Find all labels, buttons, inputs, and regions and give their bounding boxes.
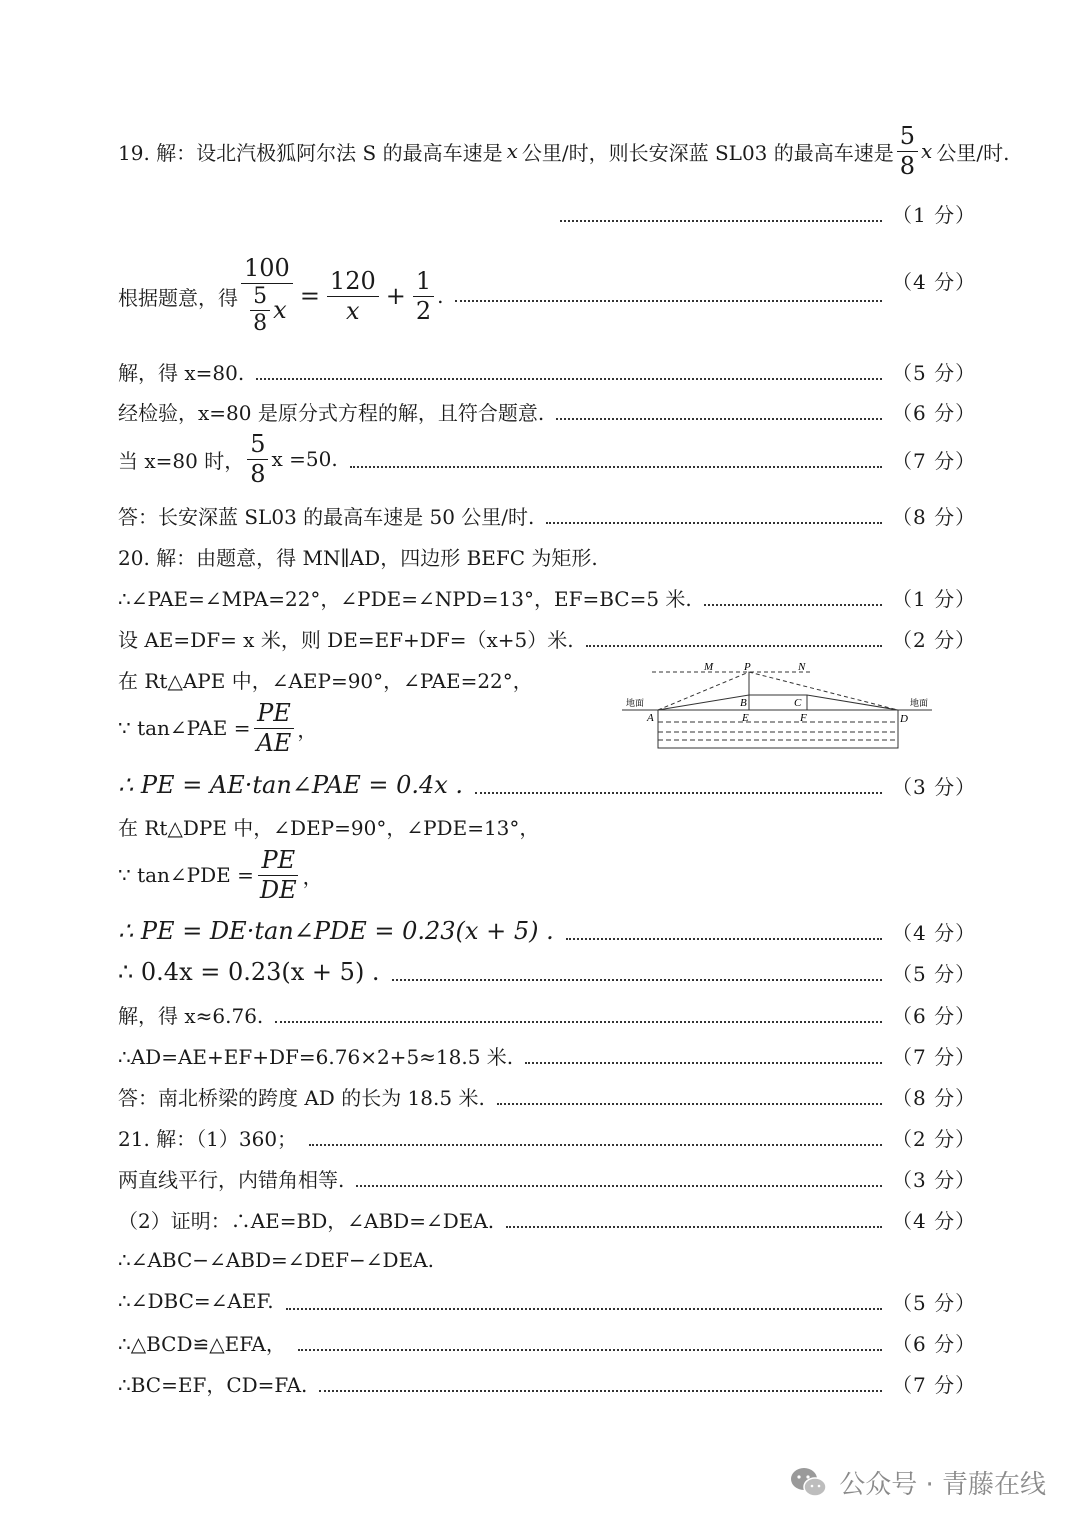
q20-line-1 — [118, 541, 960, 571]
label-e: E — [742, 712, 749, 724]
fraction-denominator: 2 — [415, 296, 432, 325]
q20-line-4 — [118, 664, 618, 694]
dot-leader — [525, 1062, 882, 1064]
substitution-text: 当 x=80 时， — [118, 448, 245, 473]
q20-line-9 — [118, 916, 977, 946]
q21-line-2 — [118, 1163, 977, 1193]
score-label: （5 分） — [892, 360, 977, 385]
dot-leader — [309, 1144, 882, 1146]
score-label: （7 分） — [892, 448, 977, 473]
combined-equation: ∴ 0.4x = 0.23(x + 5) . — [118, 958, 380, 986]
q19-intro-c: 公里/时. — [936, 140, 1010, 165]
dot-leader — [350, 466, 882, 468]
q20-line-3 — [118, 623, 977, 653]
dot-leader — [586, 645, 882, 647]
equals-sign: = — [299, 282, 320, 310]
score-label: （3 分） — [892, 774, 977, 799]
fraction-numerator: 5 — [897, 122, 918, 152]
q20-line-11 — [118, 999, 977, 1029]
pd-line — [749, 672, 898, 710]
dot-leader — [566, 938, 882, 940]
fraction-numerator: 1 — [413, 267, 434, 297]
dot-leader — [704, 604, 882, 606]
q20-line-5 — [118, 698, 618, 758]
q21-line-3 — [118, 1204, 977, 1234]
pe-equation-2: ∴ PE = DE·tan∠PDE = 0.23(x + 5) . — [118, 917, 554, 945]
fraction-100-over — [241, 254, 293, 338]
q21-line-6 — [118, 1327, 977, 1357]
q19-line-5 — [118, 429, 977, 488]
answer-text: 答：长安深蓝 SL03 的最高车速是 50 公里/时. — [118, 504, 535, 529]
dot-leader — [475, 792, 882, 794]
conclusion: ∴BC=EF，CD=FA. — [118, 1372, 308, 1397]
fraction-denominator: x — [346, 296, 360, 325]
score-label: （8 分） — [892, 504, 977, 529]
q20-line-13 — [118, 1081, 977, 1111]
q19-line-3 — [118, 356, 977, 386]
congruence: ∴△BCD≌△EFA， — [118, 1331, 286, 1356]
bridge-deck — [658, 695, 898, 710]
q20-line-12 — [118, 1040, 977, 1070]
proof-start: （2）证明：∴AE=BD，∠ABD=∠DEA. — [118, 1208, 495, 1233]
q19-line-2 — [118, 250, 977, 342]
fraction-numerator: PE — [254, 699, 294, 729]
q20-intro: 20. 解：由题意，得 MN∥AD，四边形 BEFC 为矩形. — [118, 545, 598, 570]
period: . — [437, 284, 444, 308]
score-label: （7 分） — [892, 1372, 977, 1397]
watermark — [789, 1464, 1046, 1501]
q20-line-10 — [118, 957, 977, 987]
dot-leader — [455, 300, 882, 302]
angle-statement: ∴∠PAE=∠MPA=22°，∠PDE=∠NPD=13°，EF=BC=5 米. — [118, 586, 692, 611]
score-label: （1 分） — [892, 202, 977, 227]
score-label: （5 分） — [892, 961, 977, 986]
comma: ， — [297, 717, 318, 742]
dot-leader — [556, 418, 882, 420]
angle-difference: ∴∠ABC−∠ABD=∠DEF−∠DEA. — [118, 1248, 434, 1272]
dot-leader — [560, 220, 882, 222]
label-b: B — [740, 697, 747, 709]
score-label: （2 分） — [892, 1126, 977, 1151]
fraction-denominator: AE — [256, 728, 292, 757]
fraction-denominator: DE — [259, 875, 297, 904]
score-label: （6 分） — [892, 1003, 977, 1028]
score-label: （1 分） — [892, 586, 977, 611]
label-d: D — [900, 713, 908, 725]
dot-leader — [256, 378, 882, 380]
var-x: x — [921, 139, 933, 163]
label-m: M — [704, 661, 714, 673]
bridge-diagram — [622, 660, 932, 752]
label-n: N — [798, 661, 806, 673]
result-text: x =50. — [271, 447, 338, 471]
dot-leader — [497, 1103, 882, 1105]
label-ground-right: 地面 — [910, 699, 929, 709]
q19-line-1-score — [118, 198, 977, 228]
fraction-denominator: 8 — [253, 311, 268, 337]
fraction-5-8 — [250, 284, 270, 338]
watermark-text: 公众号 · 青藤在线 — [839, 1470, 1046, 1500]
river — [658, 710, 898, 748]
pe-equation: ∴ PE = AE·tan∠PAE = 0.4x . — [118, 771, 464, 799]
ad-calculation: ∴AD=AE+EF+DF=6.76×2+5≈18.5 米. — [118, 1044, 514, 1069]
ap-line — [658, 672, 749, 710]
label-p: P — [744, 661, 751, 673]
q21-line-1 — [118, 1122, 977, 1152]
q19-line-4 — [118, 396, 977, 426]
fraction-denominator — [244, 284, 290, 338]
score-label: （4 分） — [892, 270, 977, 294]
q21-part-1: 21. 解：（1）360； — [118, 1126, 298, 1151]
label-ground-left: 地面 — [626, 699, 645, 709]
fraction-numerator: 100 — [241, 254, 293, 284]
angle-equality: ∴∠DBC=∠AEF. — [118, 1289, 274, 1313]
tan-pde-text: ∵ tan∠PDE = — [118, 863, 254, 887]
q19-intro-b: 公里/时，则长安深蓝 SL03 的最高车速是 — [521, 140, 894, 165]
q19-line-6 — [118, 500, 977, 530]
dot-leader — [319, 1390, 882, 1392]
score-label: （6 分） — [892, 1331, 977, 1356]
score-label: （2 分） — [892, 627, 977, 652]
dot-leader — [298, 1349, 882, 1351]
q19-line-1 — [118, 121, 1010, 180]
fraction-pe-ae — [253, 699, 294, 758]
score-label: （7 分） — [892, 1044, 977, 1069]
dot-leader — [392, 979, 882, 981]
score-label: （8 分） — [892, 1085, 977, 1110]
plus-sign: + — [385, 282, 406, 310]
q21-line-4 — [118, 1245, 960, 1275]
score-label: （4 分） — [892, 1208, 977, 1233]
triangle-dpe-statement: 在 Rt△DPE 中，∠DEP=90°，∠PDE=13°， — [118, 815, 540, 840]
q20-line-2 — [118, 582, 977, 612]
reason-text: 两直线平行，内错角相等. — [118, 1167, 345, 1192]
q19-intro-a: 19. 解：设北汽极狐阿尔法 S 的最高车速是 — [118, 140, 503, 165]
tan-pae-text: ∵ tan∠PAE = — [118, 716, 251, 740]
fraction-5-8 — [247, 430, 268, 489]
fraction-numerator: 120 — [327, 267, 379, 297]
fraction-numerator: 5 — [247, 430, 268, 460]
q20-line-6 — [118, 770, 977, 800]
label-a: A — [647, 712, 654, 724]
dot-leader — [356, 1185, 882, 1187]
score-label: （4 分） — [892, 920, 977, 945]
q20-line-7 — [118, 811, 618, 841]
solution-text: 解，得 x=80. — [118, 360, 245, 385]
fraction-denominator: 8 — [899, 151, 916, 180]
dot-leader — [286, 1308, 882, 1310]
fraction-pe-de — [257, 846, 300, 905]
dot-leader — [275, 1021, 882, 1023]
fraction-120-over-x — [327, 267, 379, 326]
fraction-1-2 — [413, 267, 434, 326]
dot-leader — [546, 522, 882, 524]
score-label: （3 分） — [892, 1167, 977, 1192]
score-label: （5 分） — [892, 1290, 977, 1315]
q21-line-7 — [118, 1368, 977, 1398]
fraction-numerator: PE — [258, 846, 298, 876]
label-f: F — [800, 712, 807, 724]
variable-statement: 设 AE=DF= x 米，则 DE=EF+DF=（x+5）米. — [118, 627, 574, 652]
wechat-icon — [789, 1466, 829, 1500]
dot-leader — [506, 1226, 882, 1228]
solution-text: 解，得 x≈6.76. — [118, 1003, 264, 1028]
label-c: C — [794, 697, 802, 709]
fraction-denominator: 8 — [250, 459, 266, 488]
score-label: （6 分） — [892, 400, 977, 425]
answer-text: 答：南北桥梁的跨度 AD 的长为 18.5 米. — [118, 1085, 485, 1110]
fraction-5-8 — [897, 122, 918, 181]
equation-intro: 根据题意，得 — [118, 285, 238, 310]
var-x: x — [506, 139, 518, 163]
q21-line-5 — [118, 1286, 977, 1316]
var-x: x — [273, 296, 287, 325]
triangle-ape-statement: 在 Rt△APE 中，∠AEP=90°，∠PAE=22°， — [118, 668, 533, 693]
check-text: 经检验，x=80 是原分式方程的解，且符合题意. — [118, 400, 545, 425]
fraction-numerator: 5 — [250, 284, 270, 311]
comma: ， — [302, 864, 323, 889]
q20-line-8 — [118, 845, 618, 905]
